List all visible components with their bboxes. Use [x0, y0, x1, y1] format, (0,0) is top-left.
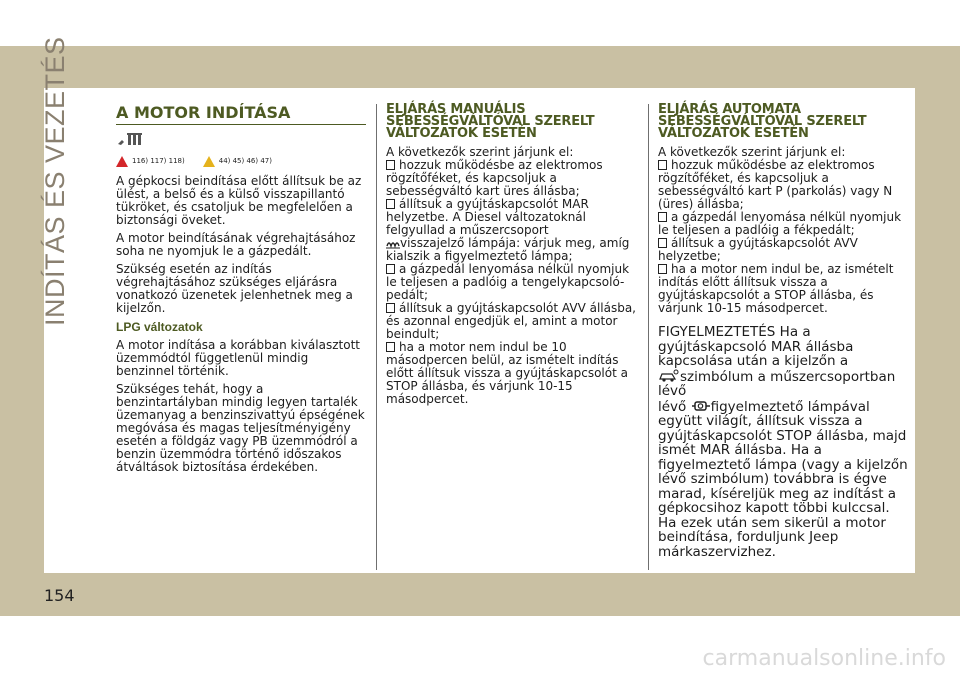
paragraph: A motor beindításának végrehajtásához soha ne nyomjuk le a gázpedált.	[116, 231, 356, 258]
yellow-caution-triangle-icon	[203, 156, 215, 167]
list-item: a gázpedál lenyomása nélkül nyomjuk le teljesen a padlóig a tengelykapcsoló-pedált;	[386, 262, 630, 302]
warning-refs-yellow: 44) 45) 46) 47)	[218, 156, 272, 165]
paragraph: A gépkocsi beindítása előtt állítsuk be az ülést, a belső és a külső visszapillantó tükröket, és csatoljuk be megfelelően a biztonsági öveket.	[116, 174, 362, 227]
intro-text: A következők szerint járjunk el:	[386, 145, 574, 159]
warning-refs-red: 116) 117) 118)	[132, 156, 185, 165]
warning-block: FIGYELMEZTETÉS Ha a gyújtáskapcsoló MAR állásba kapcsolása után a kijelzőn a szimbólum a műszercsoportban lévő lévő figyelmeztető lámpával együtt világít, állítsuk vissza a gyújtáskapcsolót STOP állásba, majd ismét MAR állásba. Ha a figyelmeztető lámpa (vagy a kijelzőn lévő szimbólum) továbbra is égve marad, kíséreljük meg az indítást a gépkocsihoz kapott többi kulccsal. Ha ezek után sem sikerül a motor beindítása, forduljunk Jeep márkaszervizhez.	[658, 324, 908, 560]
column-automatic-transmission	[658, 104, 910, 559]
lpg-fuel-icon	[116, 131, 152, 147]
paragraph: A motor indítása a korábban kiválasztott üzemmódtól függetlenül mindig benzinnel történik.	[116, 338, 360, 378]
checkbox-icon	[658, 238, 667, 248]
list-item: hozzuk működésbe az elektromos rögzítőféket, és kapcsoljuk a sebességváltó kart üres állásba;	[386, 158, 603, 198]
column-divider	[648, 104, 649, 570]
section-title-manual: ELJÁRÁS MANUÁLIS SEBESSÉGVÁLTÓVAL SZERELT VÁLTOZATOK ESETÉN	[386, 102, 595, 141]
list-item: a gázpedál lenyomása nélkül nyomjuk le teljesen a padlóig a fékpedált;	[658, 210, 902, 237]
engine-icon	[691, 399, 711, 413]
warning-references-row	[116, 151, 366, 171]
list-item: ha a motor nem indul be, az ismételt indítás előtt állítsuk vissza a gyújtáskapcsolót a STOP állásba, és várjunk 10-15 másodpercet.	[658, 262, 894, 315]
paragraph: Szükséges tehát, hogy a benzintartályban mindig legyen tartalék üzemanyag a benzinszivattyú épségének megóvása és magas teljesítményigény esetén a földgáz vagy PB üzemmódról a benzin üzemmódra történő időszakos átváltások biztosítása érdekében.	[116, 382, 365, 474]
car-key-icon	[658, 369, 680, 383]
list-item: hozzuk működésbe az elektromos rögzítőféket, és kapcsoljuk a sebességváltó kart P (parkolás) vagy N (üres) állásba;	[658, 158, 893, 211]
list-item: állítsuk a gyújtáskapcsolót AVV helyzetbe;	[658, 236, 858, 263]
checkbox-icon	[658, 264, 667, 274]
checkbox-icon	[386, 342, 395, 352]
column-engine-start	[116, 104, 366, 479]
glow-plug-icon	[386, 239, 400, 249]
checkbox-icon	[386, 264, 395, 274]
section-title-engine-start: A MOTOR INDÍTÁSA	[116, 104, 366, 125]
list-item: állítsuk a gyújtáskapcsolót AVV állásba, és azonnal engedjük el, amint a motor beindult;	[386, 301, 636, 341]
checkbox-icon	[386, 160, 395, 170]
column-divider	[376, 104, 377, 570]
page-number: 154	[44, 586, 75, 605]
column-manual-transmission	[386, 104, 636, 406]
list-item: ha a motor nem indul be 10 másodpercen belül, az ismételt indítás előtt állítsuk vissza a gyújtáskapcsolót a STOP állásba, és várjunk 10-15 másodpercet.	[386, 340, 628, 406]
fuel-icons-row	[116, 131, 366, 149]
paragraph: Szükség esetén az indítás végrehajtásához szükséges eljárásra vonatkozó üzenetek jelenhetnek meg a kijelzőn.	[116, 262, 353, 315]
chapter-side-title: INDÍTÁS ÉS VEZETÉS	[40, 36, 70, 326]
intro-text: A következők szerint járjunk el:	[658, 145, 846, 159]
list-item: állítsuk a gyújtáskapcsolót MAR helyzetbe. A Diesel változatoknál felgyullad a műszercsoport visszajelző lámpája: várjuk meg, amíg kialszik a figyelmeztető lámpa;	[386, 197, 630, 263]
watermark: carmanualsonline.info	[702, 646, 946, 671]
checkbox-icon	[386, 303, 395, 313]
checkbox-icon	[386, 199, 395, 209]
red-warning-triangle-icon	[116, 156, 128, 167]
subheading-lpg: LPG változatok	[116, 320, 203, 334]
section-title-automatic: ELJÁRÁS AUTOMATA SEBESSÉGVÁLTÓVAL SZERELT VÁLTOZATOK ESETÉN	[658, 102, 867, 141]
checkbox-icon	[658, 212, 667, 222]
checkbox-icon	[658, 160, 667, 170]
